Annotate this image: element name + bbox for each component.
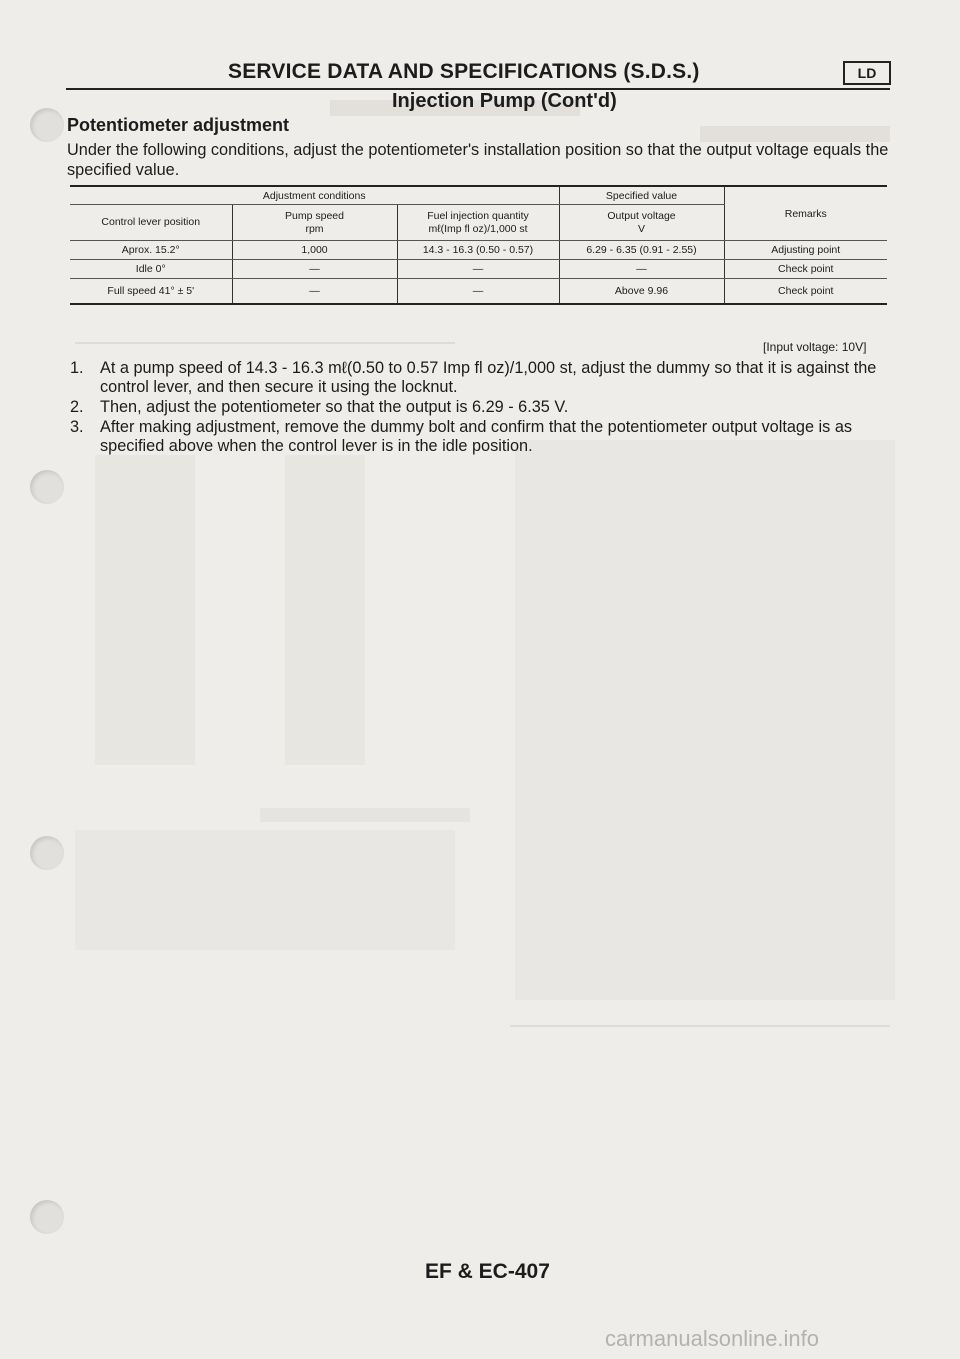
step-text: Then, adjust the potentiometer so that the output is 6.29 - 6.35 V. — [100, 398, 569, 416]
cell-speed: 1,000 — [232, 241, 397, 260]
ld-badge: LD — [843, 61, 891, 85]
fuel-injection-unit: mℓ(Imp fl oz)/1,000 st — [428, 222, 528, 235]
ghost-column-right — [515, 440, 895, 1000]
cell-speed: — — [232, 279, 397, 305]
cell-lever: Aprox. 15.2° — [70, 241, 232, 260]
output-voltage-unit: V — [637, 222, 645, 235]
cell-voltage: Above 9.96 — [559, 279, 724, 305]
pump-speed-unit: rpm — [305, 222, 324, 235]
cell-speed: — — [232, 260, 397, 279]
intro-paragraph: Under the following conditions, adjust the potentiometer's installation position so that the output voltage equals the specified value. — [67, 141, 889, 179]
table-row — [70, 279, 887, 305]
adjustment-conditions-header: Adjustment conditions — [70, 186, 559, 205]
cell-remarks: Check point — [724, 279, 887, 305]
pump-speed-label: Pump speed — [285, 209, 344, 222]
ghost-column-mid — [285, 455, 365, 765]
ghost-rule-2 — [510, 1025, 890, 1027]
cell-fuel: — — [397, 279, 559, 305]
ghost-rule-1 — [75, 342, 455, 344]
output-voltage-label: Output voltage — [607, 209, 676, 222]
step-number: 1. — [70, 359, 84, 377]
list-item — [67, 418, 897, 456]
procedure-steps — [67, 359, 897, 457]
cell-fuel: — — [397, 260, 559, 279]
step-text: After making adjustment, remove the dummy bolt and confirm that the potentiometer output voltage is as specified above when the control lever is in the idle position. — [100, 418, 853, 455]
section-heading: Potentiometer adjustment — [67, 115, 290, 135]
page-subtitle: Injection Pump (Cont'd) — [392, 90, 617, 112]
input-voltage-note: [Input voltage: 10V] — [763, 340, 867, 354]
table-row — [70, 241, 887, 260]
remarks-header: Remarks — [724, 186, 887, 241]
list-item — [67, 359, 897, 397]
potentiometer-spec-table — [70, 185, 887, 305]
list-item — [67, 398, 897, 417]
binder-hole-3 — [30, 836, 64, 870]
step-number: 2. — [70, 398, 84, 416]
cell-lever: Full speed 41° ± 5' — [70, 279, 232, 305]
watermark: carmanualsonline.info — [605, 1326, 820, 1351]
step-number: 3. — [70, 418, 84, 436]
fuel-injection-header — [397, 205, 559, 241]
cell-fuel: 14.3 - 16.3 (0.50 - 0.57) — [397, 241, 559, 260]
page-number: EF & EC-407 — [425, 1260, 550, 1283]
step-text: At a pump speed of 14.3 - 16.3 mℓ(0.50 to 0.57 Imp fl oz)/1,000 st, adjust the dummy so that it is against the control lever, and then secure it using the locknut. — [100, 359, 877, 396]
specified-value-header: Specified value — [559, 186, 724, 205]
binder-hole-2 — [30, 470, 64, 504]
cell-remarks: Check point — [724, 260, 887, 279]
header-title: SERVICE DATA AND SPECIFICATIONS (S.D.S.) — [228, 60, 700, 83]
ghost-subheading — [260, 808, 470, 822]
cell-lever: Idle 0° — [70, 260, 232, 279]
cell-remarks: Adjusting point — [724, 241, 887, 260]
fuel-injection-label: Fuel injection quantity — [427, 209, 529, 222]
pump-speed-header — [232, 205, 397, 241]
cell-voltage: 6.29 - 6.35 (0.91 - 2.55) — [559, 241, 724, 260]
binder-hole-4 — [30, 1200, 64, 1234]
binder-hole-1 — [30, 108, 64, 142]
output-voltage-header — [559, 205, 724, 241]
control-lever-header: Control lever position — [70, 205, 232, 241]
cell-voltage: — — [559, 260, 724, 279]
table-row — [70, 260, 887, 279]
ghost-column-left — [95, 455, 195, 765]
ghost-table-bottom — [75, 830, 455, 950]
